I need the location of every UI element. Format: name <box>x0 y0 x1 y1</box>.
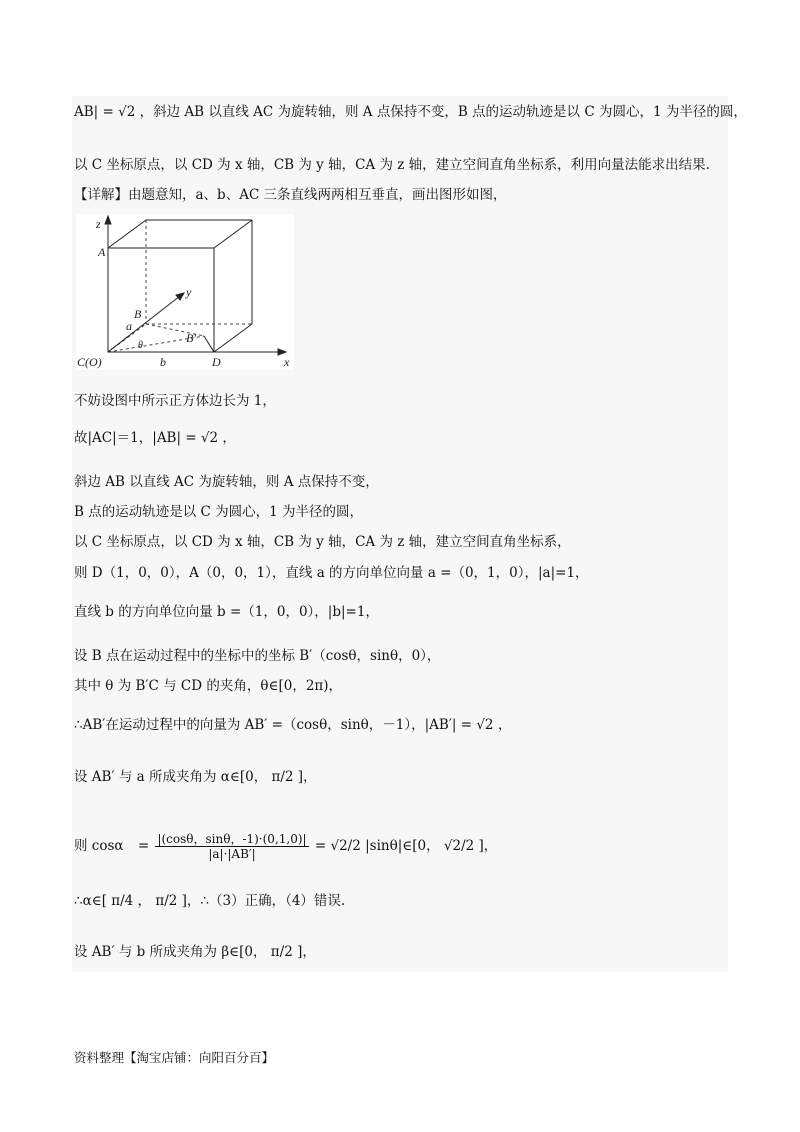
text-line-14: 设 AB′ 与 a 所成夹角为 α∈[0， π/2 ]， <box>74 769 317 785</box>
label-A: A <box>98 245 106 259</box>
text-line-11: 设 B 点在运动过程中的坐标中的坐标 B′（cosθ，sinθ，0）， <box>74 648 441 664</box>
text-line-3: 【详解】由题意知，a、b、AC 三条直线两两相互垂直，画出图形如图， <box>74 187 507 203</box>
z-axis-arrow <box>105 216 111 224</box>
text-line-13: ∴AB′在运动过程中的向量为 AB′ =（cosθ，sinθ，－1），|AB′| = √2 ， <box>74 717 512 733</box>
text-line-16: ∴α∈[ π/4 ， π/2 ]，∴（3）正确，（4）错误. <box>74 893 346 909</box>
segment-bpd <box>204 336 214 352</box>
cube-edge <box>214 324 252 352</box>
y-axis <box>108 296 180 352</box>
text-line-7: B 点的运动轨迹是以 C 为圆心，1 为半径的圆， <box>74 504 364 520</box>
cos-alpha-fraction <box>155 832 308 861</box>
text-line-9: 则 D（1，0，0），A（0，0，1），直线 a 的方向单位向量 a =（0，1，0），|a|=1， <box>74 565 589 581</box>
text-line-2: 以 C 坐标原点，以 CD 为 x 轴，CB 为 y 轴，CA 为 z 轴，建立空间直角坐标系，利用向量法能求出结果. <box>74 157 710 173</box>
label-b: b <box>160 355 166 369</box>
page-footer: 资料整理【淘宝店铺：向阳百分百】 <box>74 1050 275 1065</box>
y-axis-arrow <box>176 293 184 300</box>
label-C: C(O) <box>77 355 102 369</box>
text-line-17: 设 AB′ 与 b 所成夹角为 β∈[0， π/2 ]， <box>74 944 316 960</box>
cube-front-face <box>108 248 214 352</box>
label-x: x <box>284 355 290 369</box>
text-line-6: 斜边 AB 以直线 AC 为旋转轴，则 A 点保持不变， <box>74 474 379 490</box>
cube-figure <box>76 214 294 370</box>
label-y: y <box>186 285 192 299</box>
label-B: B <box>134 307 142 321</box>
text-line-1: AB| = √2 ，斜边 AB 以直线 AC 为旋转轴，则 A 点保持不变，B 点的运动轨迹是以 C 为圆心，1 为半径的圆， <box>74 104 747 120</box>
text-line-4: 不妨设图中所示正方体边长为 1， <box>74 393 276 409</box>
text-line-5: 故|AC|＝1，|AB| = √2 ， <box>74 430 236 446</box>
cos-alpha-result: √2/2 |sinθ|∈[0， √2/2 ]， <box>330 838 498 854</box>
label-theta: θ <box>138 340 143 351</box>
label-a: a <box>126 319 132 333</box>
label-D: D <box>212 355 221 369</box>
label-Bprime: B′ <box>186 331 196 345</box>
cube-edge <box>214 220 252 248</box>
text-line-10: 直线 b 的方向单位向量 b =（1，0，0），|b|=1， <box>74 604 379 620</box>
cos-alpha-numerator: |(cosθ，sinθ，-1)·(0,1,0)| <box>157 832 307 846</box>
cos-alpha-denominator: |a|·|AB′| <box>208 847 256 861</box>
text-line-8: 以 C 坐标原点，以 CD 为 x 轴，CB 为 y 轴，CA 为 z 轴，建立空间直角坐标系， <box>74 534 571 550</box>
cube-edge <box>108 220 146 248</box>
text-line-12: 其中 θ 为 B′C 与 CD 的夹角，θ∈[0，2π)， <box>74 678 343 694</box>
cos-alpha-label: 则 cosα <box>74 838 124 854</box>
text-line-15: 则 cosα = $\frac{|(\cos\theta,\sin\theta,-1)\cdot(0,1,0)|}{|a|\cdot|AB'|}$ = √2/2 |sinθ|∈[0， √2/2 ]， <box>74 832 498 861</box>
label-z: z <box>96 217 101 231</box>
